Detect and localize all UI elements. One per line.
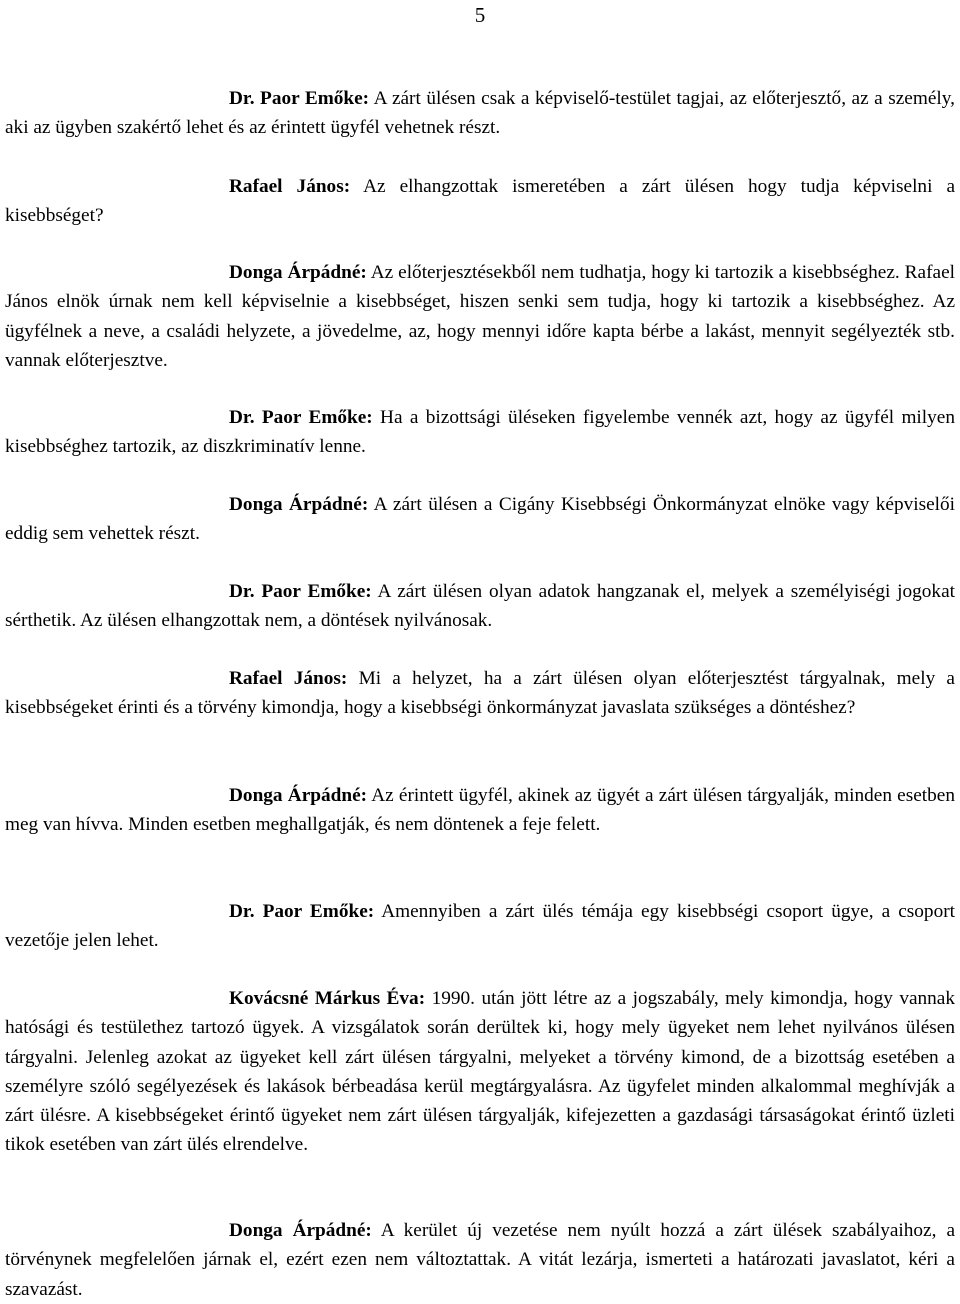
paragraph (5, 84, 955, 143)
paragraph (5, 897, 955, 956)
speaker-name: Dr. Paor Emőke: (229, 581, 372, 602)
speaker-name: Dr. Paor Emőke: (229, 88, 370, 109)
paragraph-text: Az érintett ügyfél, akinek az ügyét a zárt ülésen tárgyalják, minden esetben meg van hívva. Minden esetben meghallgatják, és nem döntenek a feje felett. (5, 785, 955, 836)
speaker-name: Dr. Paor Emőke: (229, 901, 375, 922)
paragraph-text: A kerület új vezetése nem nyúlt hozzá a zárt ülések szabályaihoz, a törvénynek megfelelően járnak el, ezért ezen nem változtattak. A vitát lezárja, ismerteti a határozati javaslatot, kéri a szavazást. (5, 1220, 955, 1300)
paragraph-text: Az elhangzottak ismeretében a zárt ülésen hogy tudja képviselni a kisebbséget? (5, 176, 955, 227)
speaker-name: Dr. Paor Emőke: (229, 407, 373, 428)
paragraph (5, 172, 955, 231)
paragraph-text: 1990. után jött létre az a jogszabály, mely kimondja, hogy vannak hatósági és testülethez tartozó ügyek. A vizsgálatok során derültek ki, hogy mely ügyeket nem lehet nyilvános ülésen tárgyalni. Jelenleg azokat az ügyeket kell zárt ülésen tárgyalni, melyeket a törvény kimond, de a bizottság esetében a személyre szóló segélyezések és lakások bérbeadása kerül megtárgyalásra. Az ügyfelet minden alkalommal meghívják a zárt ülésre. A kisebbségeket érintő ügyeket nem zárt ülésen tárgyalják, kifejezetten a gazdasági társaságokat érintő üzleti tikok esetében van zárt ülés elrendelve. (5, 988, 955, 1156)
speaker-name: Donga Árpádné: (229, 1220, 372, 1241)
paragraph (5, 781, 955, 840)
speaker-name: Rafael János: (229, 176, 351, 197)
speaker-name: Donga Árpádné: (229, 494, 369, 515)
paragraph-text: Ha a bizottsági üléseken figyelembe vennék azt, hogy az ügyfél milyen kisebbséghez tartozik, az diszkriminatív lenne. (5, 407, 955, 458)
paragraph (5, 403, 955, 462)
paragraph (5, 984, 955, 1160)
paragraph (5, 664, 955, 723)
paragraph-text: Amennyiben a zárt ülés témája egy kisebbségi csoport ügye, a csoport vezetője jelen lehet. (5, 901, 955, 952)
speaker-name: Kovácsné Márkus Éva: (229, 988, 426, 1009)
paragraph-text: A zárt ülésen a Cigány Kisebbségi Önkormányzat elnöke vagy képviselői eddig sem vehettek részt. (5, 494, 955, 545)
paragraph (5, 1216, 955, 1304)
paragraph (5, 577, 955, 636)
page-number: 5 (474, 3, 486, 27)
paragraph (5, 490, 955, 549)
paragraph-text: A zárt ülésen csak a képviselő-testület tagjai, az előterjesztő, az a személy, aki az ügyben szakértő lehet és az érintett ügyfél vehetnek részt. (5, 88, 955, 139)
paragraph-text: Mi a helyzet, ha a zárt ülésen olyan előterjesztést tárgyalnak, mely a kisebbségeket érinti és a törvény kimondja, hogy a kisebbségi önkormányzat javaslata szükséges a döntéshez? (5, 668, 955, 719)
paragraph (5, 258, 955, 375)
paragraph-text: Az előterjesztésekből nem tudhatja, hogy ki tartozik a kisebbséghez. Rafael János elnök úrnak nem kell képviselnie a kisebbséget, hiszen senki sem tudja, hogy ki tartozik a kisebbséghez. Az ügyfélnek a neve, a családi helyzete, a jövedelme, az, hogy mennyi időre kapta bérbe a lakást, mennyit segélyezték stb. vannak előterjesztve. (5, 262, 955, 371)
speaker-name: Rafael János: (229, 668, 348, 689)
paragraph-text: A zárt ülésen olyan adatok hangzanak el, melyek a személyiségi jogokat sérthetik. Az ülésen elhangzottak nem, a döntések nyilvánosak. (5, 581, 955, 632)
speaker-name: Donga Árpádné: (229, 785, 368, 806)
speaker-name: Donga Árpádné: (229, 262, 367, 283)
